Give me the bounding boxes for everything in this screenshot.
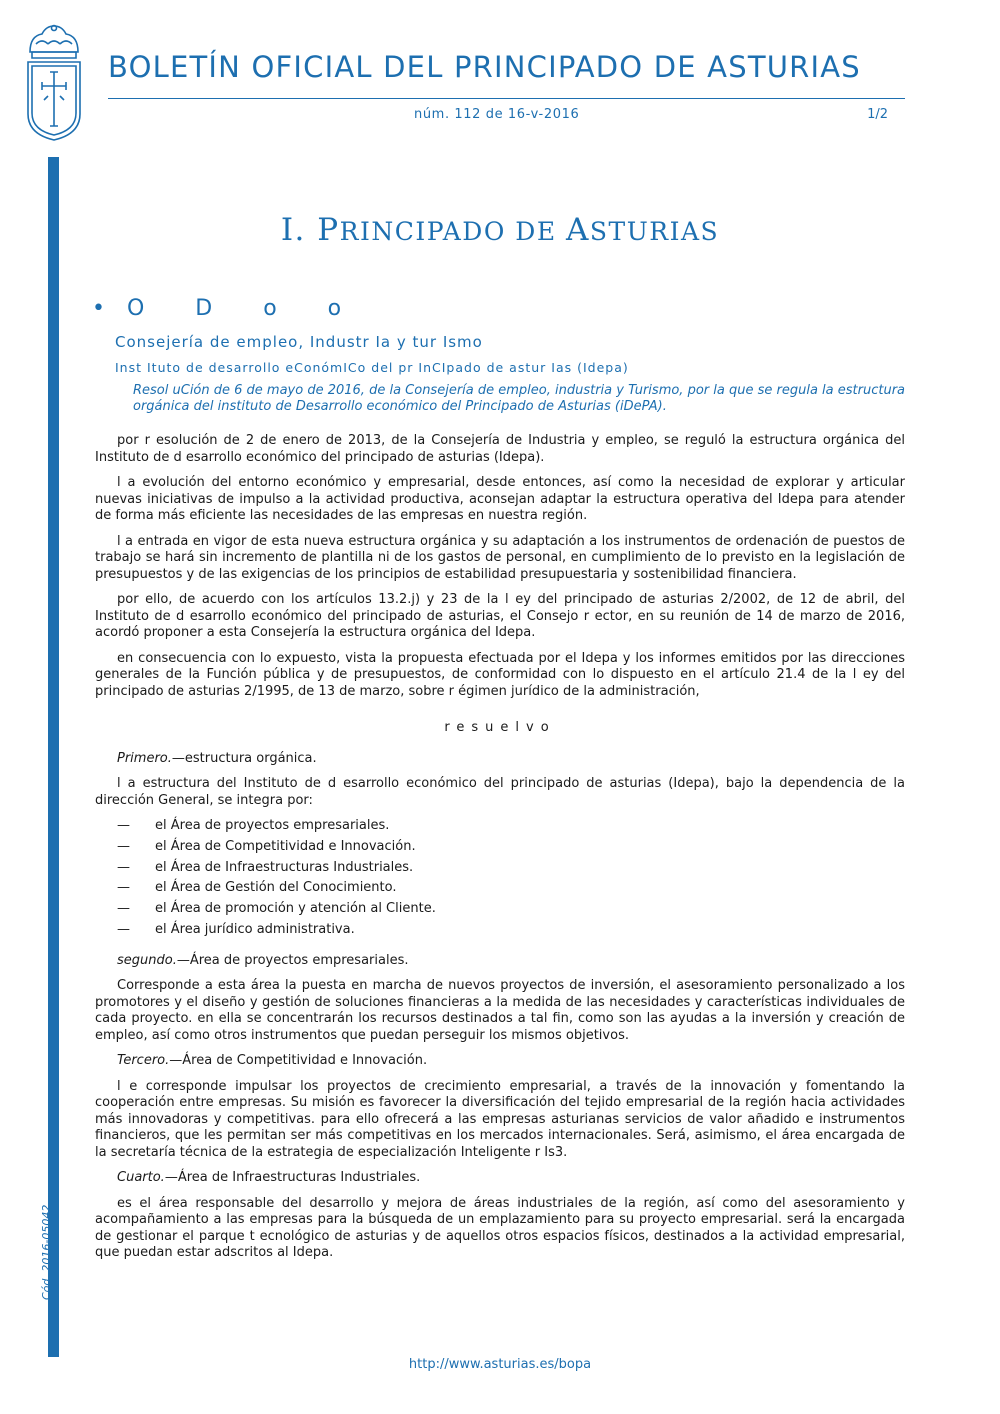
masthead-rule (108, 98, 905, 99)
footer-link[interactable]: http://www.asturias.es/bopa (408, 1357, 592, 1372)
section-title-rest-2: STURIAS (589, 217, 720, 246)
article-label: Cuarto. (117, 1170, 165, 1186)
page-number: 1/2 (867, 107, 888, 122)
paragraph: l a evolución del entorno económico y empresarial, desde entonces, así como la necesidad de explorar y articular nuevas iniciativas de impulso a la actividad productiva, aconsejan adaptar la estructura operativa del Idepa para atender de forma más eficiente las necesidades de las empresas en nuestra región. (95, 475, 905, 523)
issue-number: núm. 112 de 16-v-2016 (414, 107, 580, 122)
article-tercero-heading (95, 1053, 905, 1070)
list-item: — el Área jurídico administrativa. (117, 921, 355, 937)
side-bar (48, 157, 59, 1357)
coat-of-arms-logo (22, 22, 86, 142)
list-item: — el Área de Competitividad e Innovación. (117, 838, 416, 854)
article-label: Primero. (117, 750, 172, 766)
paragraph: l e corresponde impulsar los proyectos de crecimiento empresarial, a través de la innovación y fomentando la cooperación entre empresas. Su misión es favorecer la diversificación del tejido empresarial de la región hacia actividades más innovadoras y competitivas. para ello ofrecerá a las empresas asturianas servicios de valor añadido e instrumentos financieros, que les permitan ser más competitivas en los mercados internacionales. Será, asimismo, el área encargada de la secretaría técnica de la estrategia de especialización Inteligente r Is3. (95, 1078, 905, 1160)
paragraph: por ello, de acuerdo con los artículos 13.2.j) y 23 de la l ey del principado de asturias 2/2002, de 12 de abril, del Instituto de d esarrollo económico del principado de asturias, el Consejo r ector, en su reunión de 14 de marzo de 2016, acordó proponer a esta Consejería la estructura orgánica del Idepa. (95, 592, 905, 640)
article-label: Tercero. (117, 1053, 170, 1069)
paragraph: l a estructura del Instituto de d esarrollo económico del principado de asturias (Idepa), bajo la dependencia de la dirección General, se integra por: (95, 776, 905, 808)
dash-marker: — (117, 901, 130, 917)
paragraph: es el área responsable del desarrollo y mejora de áreas industriales de la región, así como del asesoramiento y acompañamiento a las empresas para la búsqueda de un emplazamiento para su proyecto empresarial. será la encargada de gestionar el parque t ecnológico de asturias y de aquellos otros espacios físicos, destinados a la actividad empresarial, que puedan estar adscritos al Idepa. (95, 1195, 905, 1261)
section-title-p: P (317, 212, 340, 248)
masthead-title: BOLETÍN OFICIAL DEL PRINCIPADO DE ASTURIAS (108, 50, 861, 84)
article-title: —Área de Infraestructuras Industriales. (164, 1170, 421, 1186)
paragraph: l a entrada en vigor de esta nueva estructura orgánica y su adaptación a los instrumentos de ordenación de puestos de trabajo se hará sin incremento de plantilla ni de los gastos de personal, en cumplimiento de lo previsto en la legislación de presupuestos y de las exigencias de los principios de estabilidad presupuestaria y sostenibilidad financiera. (95, 533, 905, 582)
list-item: — el Área de Infraestructuras Industriales. (117, 859, 414, 875)
document-body (95, 433, 905, 1271)
section-title-a: A (566, 212, 590, 248)
document-code: Cód. 2016-05042 (40, 1204, 53, 1300)
instituto-name: Inst Ituto de desarrollo eConómICo del pr InCIpado de astur Ias (Idepa) (115, 360, 629, 375)
article-cuarto-heading (95, 1170, 905, 1187)
consejeria-name: Consejería de empleo, Industr Ia y tur Ismo (115, 333, 483, 351)
dash-marker: — (117, 838, 130, 854)
areas-list (95, 818, 905, 943)
article-label: segundo. (117, 952, 177, 968)
section-title (0, 212, 1000, 248)
list-item: — el Área de promoción y atención al Cliente. (117, 901, 436, 917)
section-roman: I. (280, 212, 306, 248)
section-title-rest-1: RINCIPADO DE (339, 217, 567, 246)
paragraph: por r esolución de 2 de enero de 2013, de la Consejería de Industria y empleo, se reguló la estructura orgánica del Instituto de d esarrollo económico del principado de asturias (Idepa). (95, 433, 905, 465)
list-item: — el Área de Gestión del Conocimiento. (117, 880, 397, 896)
resolution-title: Resol uCión de 6 de mayo de 2016, de la Consejería de empleo, industria y Turismo, por la que se regula la estructura orgánica del instituto de Desarrollo económico del Principado de Asturias (iDePA). (133, 383, 905, 414)
dash-marker: — (117, 880, 130, 896)
article-primero-heading (95, 751, 905, 768)
article-title: —Área de Competitividad e Innovación. (169, 1053, 428, 1069)
article-title: —estructura orgánica. (171, 750, 317, 766)
paragraph: en consecuencia con lo expuesto, vista la propuesta efectuada por el Idepa y los informes emitidos por las direcciones generales de la Función pública y de presupuestos, de conformidad con lo dispuesto en el artículo 21.4 de la l ey del principado de asturias 2/1995, de 13 de marzo, sobre r égimen jurídico de la administración, (95, 650, 905, 699)
dash-marker: — (117, 818, 130, 833)
disposition-type: •O D o o (92, 296, 364, 321)
dash-marker: — (117, 859, 130, 875)
list-item: — el Área de proyectos empresariales. (117, 818, 390, 833)
resuelvo-heading: resuelvo (444, 720, 556, 735)
paragraph: Corresponde a esta área la puesta en marcha de nuevos proyectos de inversión, el asesoramiento personalizado a los promotores y el diseño y gestión de soluciones financieras a la medida de las necesidades y características individuales de cada proyecto. en ella se concentrarán los recursos destinados a tal fin, como son las ayudas a la inversión y creación de empleo, así como otros instrumentos que puedan perseguir los mismos objetivos. (95, 978, 905, 1043)
article-title: —Área de proyectos empresariales. (176, 952, 409, 968)
article-segundo-heading (95, 953, 905, 970)
dash-marker: — (117, 921, 130, 937)
